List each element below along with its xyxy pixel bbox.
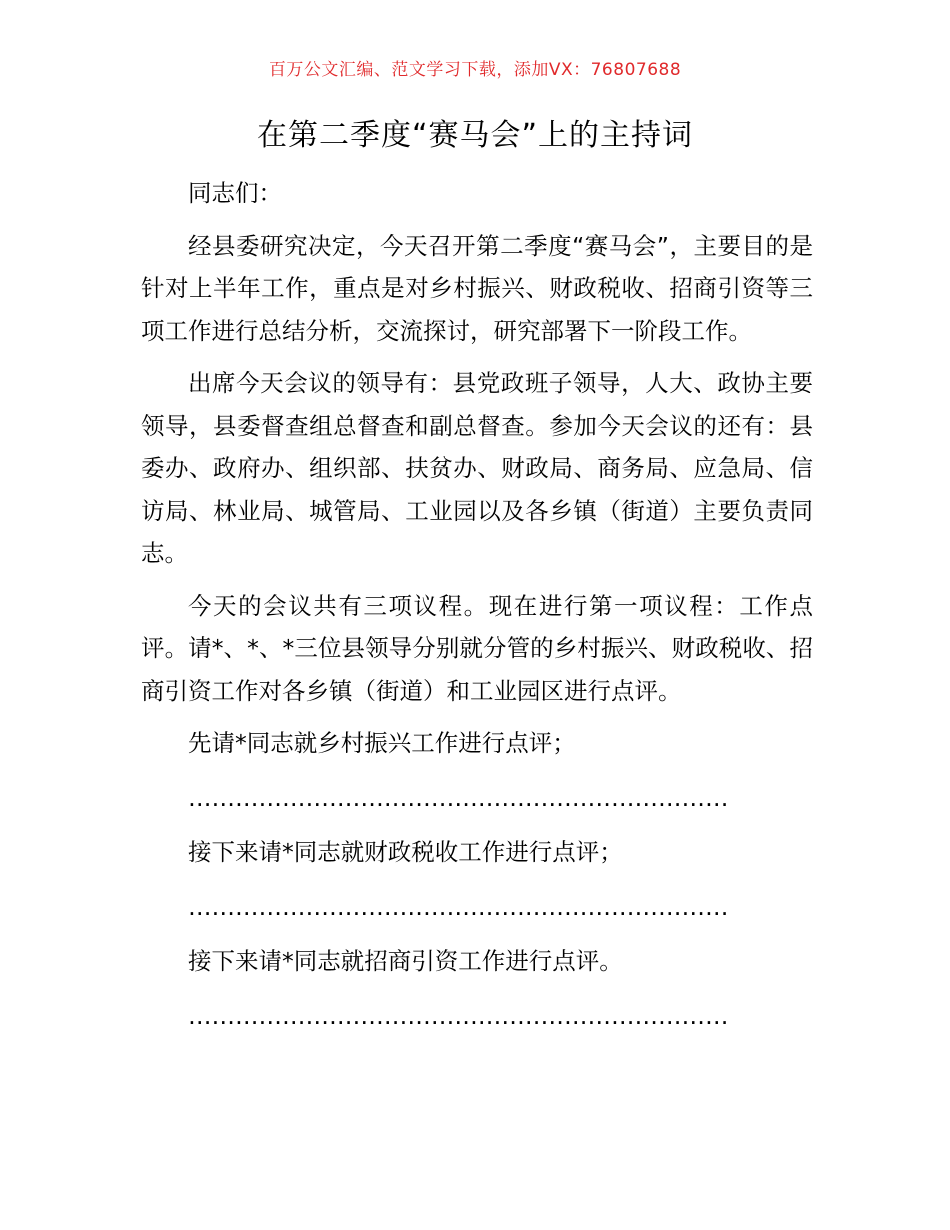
header-watermark-note: 百万公文汇编、范文学习下载，添加VX：76807688 [268,60,682,80]
document-title: 在第二季度“赛马会”上的主持词 [256,118,694,153]
salutation: 同志们： [188,179,282,207]
paragraph-agenda: 今天的会议共有三项议程。现在进行第一项议程：工作点评。请*、*、*三位县领导分别就分管的乡村振兴、财政税收、招商引资工作对各乡镇（街道）和工业园区进行点评。 [141,591,813,705]
document-body [141,172,813,1049]
ellipsis-line: …………………………………………………………… [188,783,729,812]
paragraph-attendees: 出席今天会议的领导有：县党政班子领导，人大、政协主要领导，县委督查组总督查和副总督查。参加今天会议的还有：县委办、政府办、组织部、扶贫办、财政局、商务局、应急局、信访局、林业局、城管局、工业园以及各乡镇（街道）主要负责同志。 [141,369,813,567]
ellipsis-line: …………………………………………………………… [188,1001,729,1030]
paragraph-purpose: 经县委研究决定，今天召开第二季度“赛马会”，主要目的是针对上半年工作，重点是对乡村振兴、财政税收、招商引资等三项工作进行总结分析，交流探讨，研究部署下一阶段工作。 [141,231,813,345]
ellipsis-line: …………………………………………………………… [188,892,729,921]
review-step-fiscal-tax: 接下来请*同志就财政税收工作进行点评； [188,838,623,866]
review-step-investment: 接下来请*同志就招商引资工作进行点评。 [188,947,623,975]
review-step-rural-revitalization: 先请*同志就乡村振兴工作进行点评； [188,729,576,757]
